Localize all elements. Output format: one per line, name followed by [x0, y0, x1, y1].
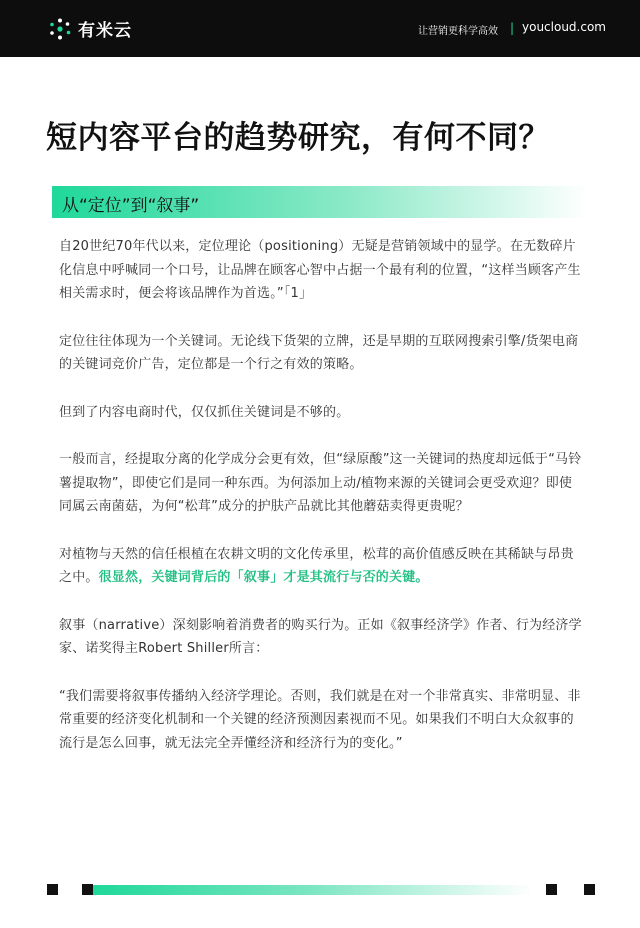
- section-title: 从“定位”到“叙事”: [62, 196, 200, 216]
- page-title: 短内容平台的趋势研究，有何不同？: [46, 120, 550, 156]
- paragraph: 但到了内容电商时代，仅仅抓住关键词是不够的。: [59, 404, 350, 420]
- top-header-bar: [0, 0, 640, 57]
- header-slogan: 让营销更科学高效: [418, 26, 498, 37]
- paragraph: 叙事（narrative）深刻影响着消费者的购买行为。正如《叙事经济学》作者、行为经济学家、诺奖得主Robert Shiller所言：: [59, 617, 582, 656]
- paragraph: 定位往往体现为一个关键词。无论线下货架的立牌，还是早期的互联网搜索引擎/货架电商的关键词竞价广告，定位都是一个行之有效的策略。: [59, 333, 579, 372]
- footer-square: [82, 884, 93, 895]
- page-footer-decoration: [0, 884, 640, 896]
- brand-logo[interactable]: [48, 16, 132, 41]
- highlight-text: 很显然，关键词背后的「叙事」才是其流行与否的关键。: [98, 570, 429, 585]
- paragraph: 自20世纪70年代以来，定位理论（positioning）无疑是营销领域中的显学。在无数碎片化信息中呼喊同一个口号，让品牌在顾客心智中占据一个最有利的位置，“这样当顾客产生相关需求时，便会将该品牌作为首选。”「1」: [59, 239, 581, 301]
- logo-burst-icon: [48, 17, 72, 41]
- paragraph-with-highlight: [59, 543, 583, 590]
- paragraph: 一般而言，经提取分离的化学成分会更有效，但“绿原酸”这一关键词的热度却远低于“马铃薯提取物”，即使它们是同一种东西。为何添加上动/植物来源的关键词会更受欢迎？即使同属云南菌菇，为何“松茸”成分的护肤产品就比其他蘑菇卖得更贵呢？: [59, 452, 582, 514]
- section-header: [52, 186, 588, 218]
- quote-paragraph: “我们需要将叙事传播纳入经济学理论。否则，我们就是在对一个非常真实、非常明显、非常重要的经济变化机制和一个关键的经济预测因素视而不见。如果我们不明白大众叙事的流行是怎么回事，就无法完全弄懂经济和经济行为的变化。”: [59, 688, 581, 751]
- footer-square: [47, 884, 58, 895]
- logo-text: 有米云: [78, 21, 132, 41]
- paragraph-text: 对植物与天然的信任根植在农耕文明的文化传承里，松茸的高价值感反映在其稀缺与昂贵之中。: [59, 546, 574, 585]
- footer-square: [584, 884, 595, 895]
- header-site-link[interactable]: youcloud.com: [522, 20, 606, 34]
- article-body: [59, 235, 583, 779]
- footer-square: [546, 884, 557, 895]
- header-separator: |: [510, 21, 515, 35]
- footer-gradient-bar: [93, 885, 533, 895]
